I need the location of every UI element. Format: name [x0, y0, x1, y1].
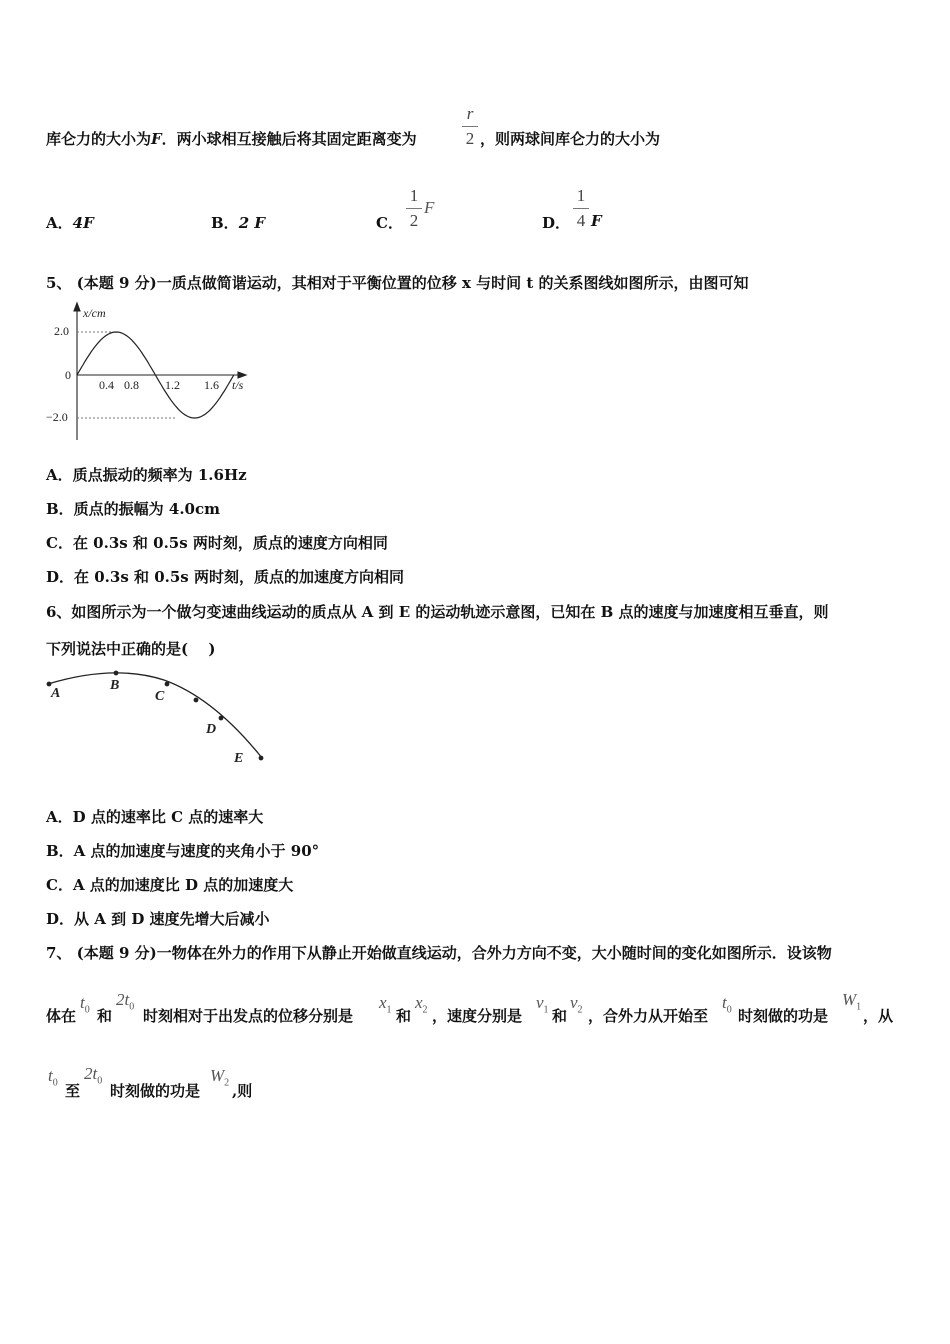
- q4-option-d-fraction: 1 4: [573, 186, 589, 231]
- y-axis-label: x/cm: [83, 306, 106, 320]
- q7-text-l: ,则: [232, 1082, 253, 1100]
- q4-option-a[interactable]: A．4F: [46, 214, 94, 232]
- q7-2t0-b: $2t_0$: [84, 1064, 103, 1087]
- q7-t0-c: $t_0$: [48, 1066, 58, 1089]
- x-tick-0.8: 0.8: [124, 378, 139, 392]
- q7-text-h: 时刻做的功是: [738, 1007, 829, 1025]
- point-c-dot: [165, 682, 170, 687]
- q7-stem-line1: 7、 (本题 9 分)一物体在外力的作用下从静止开始做直线运动，合外力方向不变，大小随时间的变化如图所示．设该物: [46, 944, 832, 962]
- q4-option-c-fraction: 1 2: [406, 186, 422, 231]
- q5-option-b[interactable]: B．质点的振幅为 4.0cm: [46, 500, 221, 518]
- q6-option-c[interactable]: C．A 点的加速度比 D 点的加速度大: [46, 876, 294, 894]
- x-axis-label: t/s: [232, 378, 244, 392]
- trajectory-curve: [48, 673, 262, 758]
- q4-option-d-var: F: [591, 212, 602, 230]
- q7-text-i: ，从: [863, 1007, 894, 1025]
- q6-stem-line1: 6、如图所示为一个做匀变速曲线运动的质点从 A 到 E 的运动轨迹示意图，已知在 B 点的速度与加速度相互垂直，则: [46, 603, 829, 621]
- point-b-label: B: [110, 678, 120, 693]
- q4-frac-r-over-2: r 2: [462, 104, 478, 149]
- q7-x1: $x_1$: [379, 993, 392, 1016]
- q4-option-b[interactable]: B．2 F: [211, 214, 265, 232]
- point-d-dot: [219, 716, 224, 721]
- q7-text-j: 至: [65, 1082, 81, 1100]
- q7-t0-a: $t_0$: [80, 993, 90, 1016]
- point-b-dot: [114, 671, 119, 676]
- q4-option-d[interactable]: D．: [542, 214, 571, 232]
- q7-text-f: 和: [552, 1007, 568, 1025]
- q7-text-g: ，合外力从开始至: [588, 1007, 709, 1025]
- q7-text-b: 和: [97, 1007, 113, 1025]
- q5-option-d[interactable]: D．在 0.3s 和 0.5s 两时刻，质点的加速度方向相同: [46, 568, 404, 586]
- x-tick-1.2: 1.2: [165, 378, 180, 392]
- q5-shm-graph: [44, 300, 264, 445]
- point-c-label: C: [155, 689, 165, 704]
- q7-text-k: 时刻做的功是: [110, 1082, 201, 1100]
- q7-text-c: 时刻相对于出发点的位移分别是: [143, 1007, 354, 1025]
- x-tick-0.4: 0.4: [99, 378, 114, 392]
- point-e-dot: [259, 756, 264, 761]
- q6-stem-line2: 下列说法中正确的是( ): [46, 640, 216, 658]
- q4-stem: 库仑力的大小为F．两小球相互接触后将其固定距离变为: [46, 130, 417, 148]
- point-a-label: A: [51, 686, 61, 701]
- q5-option-c[interactable]: C．在 0.3s 和 0.5s 两时刻，质点的速度方向相同: [46, 534, 388, 552]
- q6-option-d[interactable]: D．从 A 到 D 速度先增大后减小: [46, 910, 270, 928]
- point-e-label: E: [234, 751, 244, 766]
- q7-w2: $W_2$: [210, 1066, 230, 1089]
- q7-x2: $x_2$: [415, 993, 428, 1016]
- q7-v1: $v_1$: [536, 993, 549, 1016]
- q7-text-d: 和: [396, 1007, 412, 1025]
- y-tick-0: 0: [65, 368, 71, 382]
- x-tick-1.6: 1.6: [204, 378, 219, 392]
- q6-trajectory-diagram: [44, 664, 274, 774]
- q7-v2: $v_2$: [570, 993, 583, 1016]
- q7-text-a: 体在: [46, 1007, 77, 1025]
- q6-option-a[interactable]: A．D 点的速率比 C 点的速率大: [46, 808, 264, 826]
- q4-option-c[interactable]: C．: [376, 214, 403, 232]
- q7-text-e: ，速度分别是: [432, 1007, 523, 1025]
- q4-stem-end: ，则两球间库仑力的大小为: [480, 130, 661, 148]
- q7-2t0-a: $2t_0$: [116, 990, 135, 1013]
- y-tick-neg2: −2.0: [46, 410, 68, 424]
- q5-option-a[interactable]: A．质点振动的频率为 1.6Hz: [46, 466, 247, 484]
- q5-stem: 5、 (本题 9 分)一质点做简谐运动，其相对于平衡位置的位移 x 与时间 t 的关系图线如图所示，由图可知: [46, 274, 749, 292]
- q7-t0-b: $t_0$: [722, 993, 732, 1016]
- q6-option-b[interactable]: B．A 点的加速度与速度的夹角小于 90°: [46, 842, 320, 860]
- y-axis-arrow: [74, 303, 80, 311]
- point-d-label: D: [206, 722, 217, 737]
- q7-w1: $W_1$: [842, 990, 862, 1013]
- q4-option-c-var: F: [424, 198, 435, 217]
- point-extra-dot: [194, 698, 199, 703]
- y-tick-2: 2.0: [54, 324, 69, 338]
